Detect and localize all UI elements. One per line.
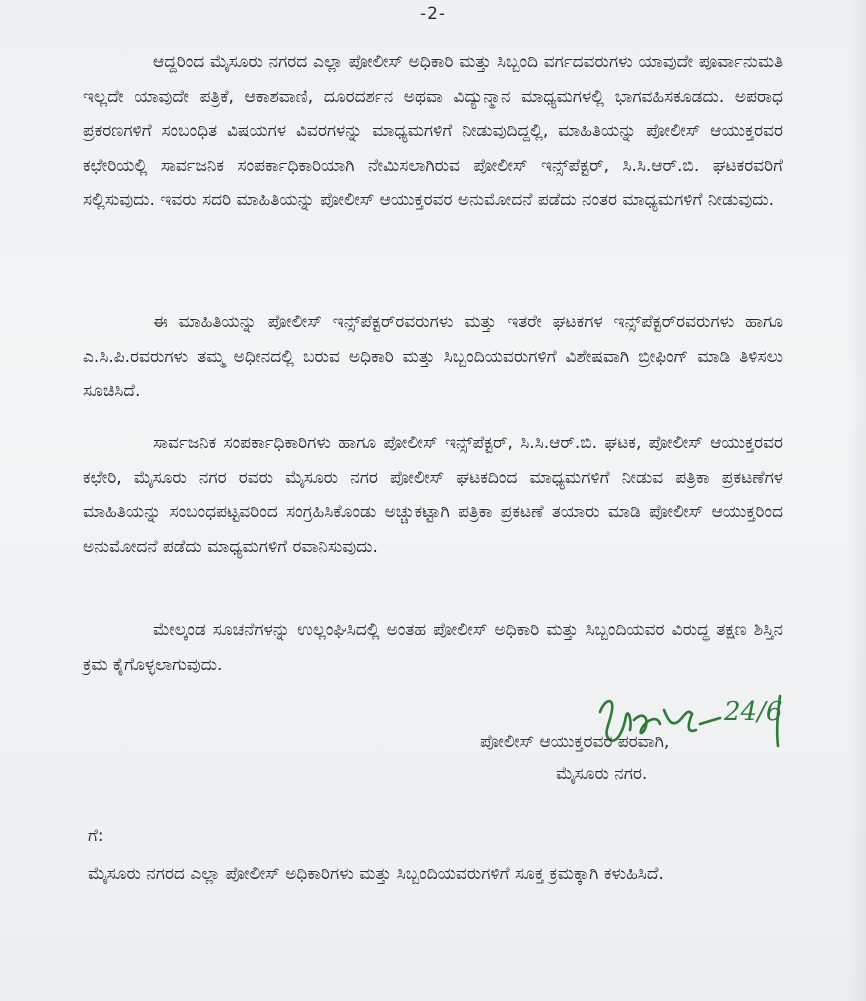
page-edge-shadow — [848, 0, 866, 1001]
paragraph-briefing-instruction: ಈ ಮಾಹಿತಿಯನ್ನು ಪೋಲೀಸ್ ಇನ್ಸ್‌ಪೆಕ್ಟರ್‌ರವರುಗಳು ಮತ್ತು ಇತರೇ ಘಟಕಗಳ ಇನ್ಸ್‌ಪೆಕ್ಟರ್‌ರವರುಗಳು ಹಾಗೂ ಎ.ಸಿ.ಪಿ.ರವರುಗಳು ತಮ್ಮ ಅಧೀನದಲ್ಲಿ ಬರುವ ಅಧಿಕಾರಿ ಮತ್ತು ಸಿಬ್ಬಂದಿಯವರುಗಳಿಗೆ ವಿಶೇಷವಾಗಿ ಬ್ರೀಫಿಂಗ್ ಮಾಡಿ ತಿಳಿಸಲು ಸೂಚಿಸಿದೆ. — [83, 312, 783, 401]
paragraph-press-release-procedure: ಸಾರ್ವಜನಿಕ ಸಂಪರ್ಕಾಧಿಕಾರಿಗಳು ಹಾಗೂ ಪೋಲೀಸ್ ಇನ್ಸ್‌ಪೆಕ್ಟರ್, ಸಿ.ಸಿ.ಆರ್.ಬಿ. ಘಟಕ, ಪೋಲೀಸ್ ಆಯುಕ್ತರವರ ಕಛೇರಿ, ಮೈಸೂರು ನಗರ ರವರು ಮೈಸೂರು ನಗರ ಪೋಲೀಸ್ ಘಟಕದಿಂದ ಮಾಧ್ಯಮಗಳಿಗೆ ನೀಡುವ ಪತ್ರಿಕಾ ಪ್ರಕಟಣೆಗಳ ಮಾಹಿತಿಯನ್ನು ಸಂಬಂಧಪಟ್ಟವರಿಂದ ಸಂಗ್ರಹಿಸಿಕೊಂಡು ಅಚ್ಚುಕಟ್ಟಾಗಿ ಪತ್ರಿಕಾ ಪ್ರಕಟಣೆ ತಯಾರು ಮಾಡಿ ಪೋಲೀಸ್ ಆಯುಕ್ತರಿಂದ ಅನುಮೋದನೆ ಪಡೆದು ಮಾಧ್ಯಮಗಳಿಗೆ ರವಾನಿಸುವುದು. — [83, 433, 783, 557]
signature-block — [480, 690, 810, 800]
signatory-designation: ಪೋಲೀಸ್ ಆಯುಕ್ತರವರ ಪರವಾಗಿ, — [480, 732, 670, 752]
paragraph-media-restriction: ಆದ್ದರಿಂದ ಮೈಸೂರು ನಗರದ ಎಲ್ಲಾ ಪೋಲೀಸ್ ಅಧಿಕಾರಿ ಮತ್ತು ಸಿಬ್ಬಂದಿ ವರ್ಗದವರುಗಳು ಯಾವುದೇ ಪೂರ್ವಾನುಮತಿ ಇಲ್ಲದೇ ಯಾವುದೇ ಪತ್ರಿಕೆ, ಆಕಾಶವಾಣಿ, ದೂರದರ್ಶನ ಅಥವಾ ವಿದ್ಯುನ್ಮಾನ ಮಾಧ್ಯಮಗಳಲ್ಲಿ ಭಾಗವಹಿಸಕೂಡದು. ಅಪರಾಧ ಪ್ರಕರಣಗಳಿಗೆ ಸಂಬಂಧಿತ ವಿಷಯಗಳ ವಿವರಗಳನ್ನು ಮಾಧ್ಯಮಗಳಿಗೆ ನೀಡುವುದಿದ್ದಲ್ಲಿ, ಮಾಹಿತಿಯನ್ನು ಪೋಲೀಸ್ ಆಯುಕ್ತರವರ ಕಛೇರಿಯಲ್ಲಿ ಸಾರ್ವಜನಿಕ ಸಂಪರ್ಕಾಧಿಕಾರಿಯಾಗಿ ನೇಮಿಸಲಾಗಿರುವ ಪೋಲೀಸ್ ಇನ್ಸ್‌ಪೆಕ್ಟರ್, ಸಿ.ಸಿ.ಆರ್.ಬಿ. ಘಟಕರವರಿಗೆ ಸಲ್ಲಿಸುವುದು. ಇವರು ಸದರಿ ಮಾಹಿತಿಯನ್ನು ಪೋಲೀಸ್ ಆಯುಕ್ತರವರ ಅನುಮೋದನೆ ಪಡೆದು ನಂತರ ಮಾಧ್ಯಮಗಳಿಗೆ ನೀಡುವುದು. — [83, 52, 783, 210]
signatory-location: ಮೈಸೂರು ನಗರ. — [556, 764, 648, 784]
recipient-label: ಗೆ: — [88, 826, 104, 846]
page-number: -2- — [419, 4, 447, 24]
recipient-text: ಮೈಸೂರು ನಗರದ ಎಲ್ಲಾ ಪೋಲೀಸ್ ಅಧಿಕಾರಿಗಳು ಮತ್ತು ಸಿಬ್ಬಂದಿಯವರುಗಳಿಗೆ ಸೂಕ್ತ ಕ್ರಮಕ್ಕಾಗಿ ಕಳುಹಿಸಿದೆ. — [88, 864, 664, 884]
paragraph-disciplinary-warning: ಮೇಲ್ಕಂಡ ಸೂಚನೆಗಳನ್ನು ಉಲ್ಲಂಘಿಸಿದಲ್ಲಿ ಅಂತಹ ಪೋಲೀಸ್ ಅಧಿಕಾರಿ ಮತ್ತು ಸಿಬ್ಬಂದಿಯವರ ವಿರುದ್ಧ ತಕ್ಷಣ ಶಿಸ್ತಿನ ಕ್ರಮ ಕೈಗೊಳ್ಳಲಾಗುವುದು. — [83, 620, 783, 675]
handwritten-date: 24/6 — [724, 697, 783, 727]
